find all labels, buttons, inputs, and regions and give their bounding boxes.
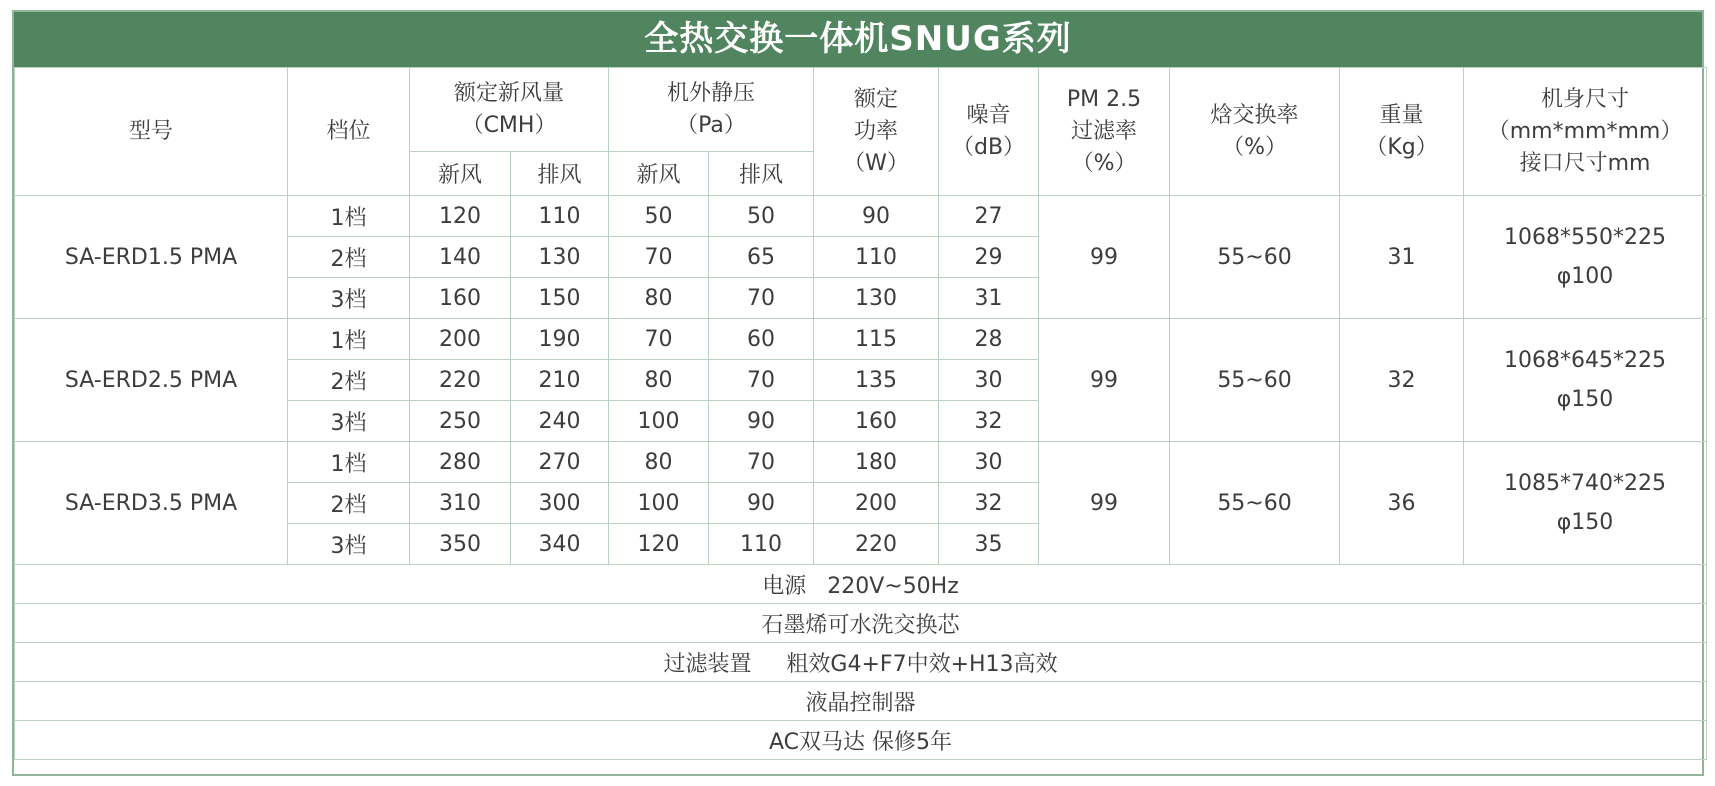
airflow-exhaust-cell: 110: [511, 196, 609, 237]
noise-cell: 31: [939, 278, 1039, 319]
pm25-cell: 99: [1039, 442, 1170, 565]
dimensions-text: 1085*740*225: [1504, 471, 1667, 496]
table-row: [15, 196, 1707, 237]
airflow-fresh-cell: 280: [410, 442, 511, 483]
size-cell: [1464, 442, 1707, 565]
gear-cell: 1档: [288, 196, 410, 237]
model-name: SA-ERD1.5 PMA: [15, 196, 288, 319]
airflow-exhaust-cell: 340: [511, 524, 609, 565]
airflow-exhaust-cell: 150: [511, 278, 609, 319]
power-cell: 180: [814, 442, 939, 483]
airflow-exhaust-cell: 130: [511, 237, 609, 278]
pressure-exhaust-cell: 65: [709, 237, 814, 278]
pressure-exhaust-cell: 70: [709, 278, 814, 319]
table-row: [15, 319, 1707, 360]
footer-text: 电源 220V~50Hz: [15, 565, 1707, 604]
airflow-fresh-cell: 140: [410, 237, 511, 278]
header-enthalpy: 焓交换率 （%）: [1170, 68, 1340, 196]
gear-cell: 2档: [288, 360, 410, 401]
footer-text: 石墨烯可水洗交换芯: [15, 604, 1707, 643]
gear-cell: 2档: [288, 483, 410, 524]
pressure-fresh-cell: 80: [609, 360, 709, 401]
pressure-exhaust-cell: 60: [709, 319, 814, 360]
gear-cell: 1档: [288, 442, 410, 483]
footer-text: 过滤装置 粗效G4+F7中效+H13高效: [15, 643, 1707, 682]
pressure-exhaust-cell: 90: [709, 483, 814, 524]
pm25-cell: 99: [1039, 319, 1170, 442]
airflow-exhaust-cell: 270: [511, 442, 609, 483]
subheader-sp-exhaust: 排风: [709, 152, 814, 196]
size-cell: [1464, 319, 1707, 442]
header-rated-airflow: 额定新风量 （CMH）: [410, 68, 609, 152]
airflow-exhaust-cell: 300: [511, 483, 609, 524]
enthalpy-cell: 55~60: [1170, 442, 1340, 565]
subheader-air-fresh: 新风: [410, 152, 511, 196]
airflow-fresh-cell: 250: [410, 401, 511, 442]
pressure-exhaust-cell: 70: [709, 442, 814, 483]
header-static-pressure: 机外静压 （Pa）: [609, 68, 814, 152]
header-size: 机身尺寸 （mm*mm*mm） 接口尺寸mm: [1464, 68, 1707, 196]
dimensions-text: 1068*645*225: [1504, 348, 1667, 373]
size-cell: [1464, 196, 1707, 319]
weight-cell: 32: [1340, 319, 1464, 442]
footer-row: [15, 565, 1707, 604]
power-cell: 160: [814, 401, 939, 442]
enthalpy-cell: 55~60: [1170, 196, 1340, 319]
dimensions-text: 1068*550*225: [1504, 225, 1667, 250]
header-pm25: PM 2.5 过滤率 （%）: [1039, 68, 1170, 196]
header-weight: 重量 （Kg）: [1340, 68, 1464, 196]
model-name: SA-ERD2.5 PMA: [15, 319, 288, 442]
pressure-fresh-cell: 70: [609, 319, 709, 360]
noise-cell: 28: [939, 319, 1039, 360]
airflow-fresh-cell: 310: [410, 483, 511, 524]
header-noise: 噪音 （dB）: [939, 68, 1039, 196]
header-model: 型号: [15, 68, 288, 196]
subheader-air-exhaust: 排风: [511, 152, 609, 196]
airflow-fresh-cell: 200: [410, 319, 511, 360]
airflow-exhaust-cell: 190: [511, 319, 609, 360]
enthalpy-cell: 55~60: [1170, 319, 1340, 442]
weight-cell: 31: [1340, 196, 1464, 319]
power-cell: 115: [814, 319, 939, 360]
airflow-fresh-cell: 350: [410, 524, 511, 565]
gear-cell: 2档: [288, 237, 410, 278]
pressure-fresh-cell: 80: [609, 442, 709, 483]
header-gear: 档位: [288, 68, 410, 196]
airflow-exhaust-cell: 210: [511, 360, 609, 401]
footer-text: AC双马达 保修5年: [15, 721, 1707, 760]
subheader-sp-fresh: 新风: [609, 152, 709, 196]
model-rows: [15, 196, 1707, 565]
noise-cell: 30: [939, 442, 1039, 483]
footer-rows: [15, 565, 1707, 760]
weight-cell: 36: [1340, 442, 1464, 565]
footer-row: [15, 604, 1707, 643]
power-cell: 130: [814, 278, 939, 319]
gear-cell: 3档: [288, 278, 410, 319]
footer-row: [15, 721, 1707, 760]
power-cell: 220: [814, 524, 939, 565]
airflow-fresh-cell: 160: [410, 278, 511, 319]
noise-cell: 27: [939, 196, 1039, 237]
noise-cell: 32: [939, 483, 1039, 524]
power-cell: 110: [814, 237, 939, 278]
port-size-text: φ150: [1556, 510, 1614, 535]
model-name: SA-ERD3.5 PMA: [15, 442, 288, 565]
power-cell: 135: [814, 360, 939, 401]
pm25-cell: 99: [1039, 196, 1170, 319]
airflow-exhaust-cell: 240: [511, 401, 609, 442]
noise-cell: 32: [939, 401, 1039, 442]
pressure-fresh-cell: 100: [609, 401, 709, 442]
pressure-fresh-cell: 50: [609, 196, 709, 237]
header-power: 额定 功率 （W）: [814, 68, 939, 196]
pressure-fresh-cell: 120: [609, 524, 709, 565]
gear-cell: 3档: [288, 401, 410, 442]
power-cell: 90: [814, 196, 939, 237]
noise-cell: 29: [939, 237, 1039, 278]
gear-cell: 1档: [288, 319, 410, 360]
table-title: 全热交换一体机SNUG系列: [14, 12, 1702, 67]
power-cell: 200: [814, 483, 939, 524]
footer-row: [15, 643, 1707, 682]
footer-text: 液晶控制器: [15, 682, 1707, 721]
airflow-fresh-cell: 220: [410, 360, 511, 401]
pressure-fresh-cell: 70: [609, 237, 709, 278]
noise-cell: 30: [939, 360, 1039, 401]
pressure-exhaust-cell: 70: [709, 360, 814, 401]
gear-cell: 3档: [288, 524, 410, 565]
pressure-exhaust-cell: 50: [709, 196, 814, 237]
airflow-fresh-cell: 120: [410, 196, 511, 237]
pressure-exhaust-cell: 110: [709, 524, 814, 565]
footer-row: [15, 682, 1707, 721]
port-size-text: φ100: [1556, 264, 1614, 289]
port-size-text: φ150: [1556, 387, 1614, 412]
pressure-fresh-cell: 80: [609, 278, 709, 319]
pressure-exhaust-cell: 90: [709, 401, 814, 442]
spec-sheet: [12, 10, 1704, 776]
noise-cell: 35: [939, 524, 1039, 565]
pressure-fresh-cell: 100: [609, 483, 709, 524]
spec-table: [14, 67, 1707, 760]
table-row: [15, 442, 1707, 483]
